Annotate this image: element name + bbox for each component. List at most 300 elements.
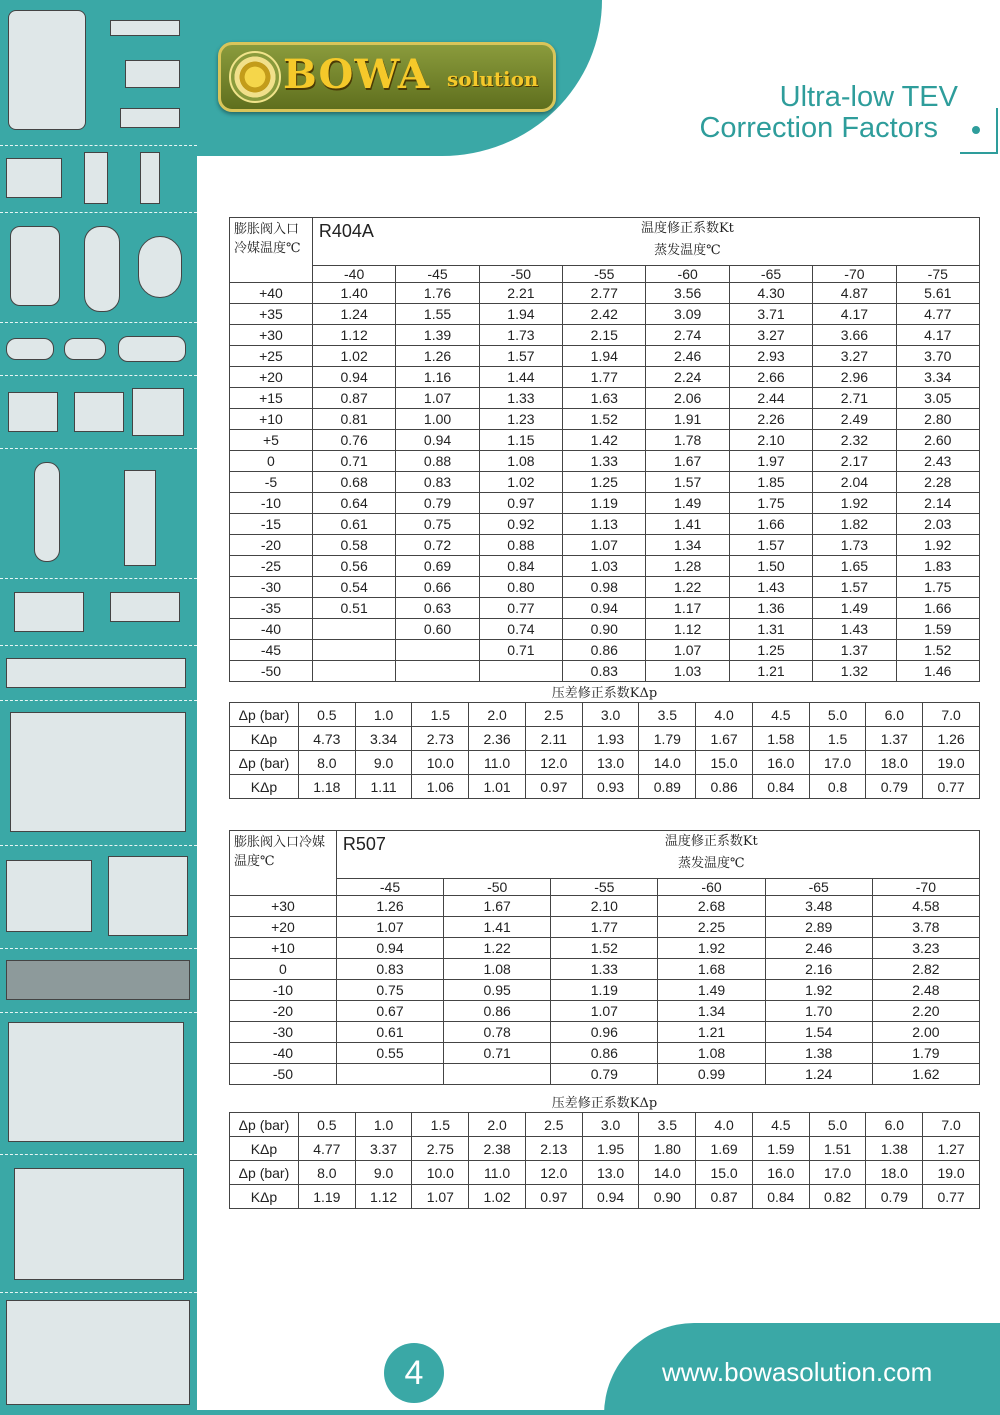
table-cell: 0.99 — [658, 1064, 765, 1085]
table-cell: 1.63 — [563, 388, 646, 409]
logo-emblem-icon — [229, 51, 281, 103]
table-cell: 1.34 — [658, 1001, 765, 1022]
check-valve-icon — [74, 392, 124, 432]
table-cell: 0.63 — [396, 598, 479, 619]
r404a-kt-label: 温度修正系数Kt — [640, 221, 734, 236]
table-cell — [396, 661, 479, 682]
kdp-cell: 0.5 — [298, 1113, 355, 1137]
table-cell: 1.41 — [646, 514, 729, 535]
table-cell: 1.49 — [658, 980, 765, 1001]
evaporator-unit-icon — [108, 856, 188, 936]
kdp-cell: 18.0 — [866, 1161, 923, 1185]
table-cell: 0.74 — [479, 619, 562, 640]
sight-glass-icon — [120, 108, 180, 128]
table-cell: 0.69 — [396, 556, 479, 577]
table-cell: 1.78 — [646, 430, 729, 451]
table-cell: 0.51 — [312, 598, 395, 619]
kdp-cell: 9.0 — [355, 751, 412, 775]
table-cell: 1.75 — [896, 577, 979, 598]
table-cell: 0.61 — [312, 514, 395, 535]
kdp-cell: 5.0 — [809, 1113, 866, 1137]
table-cell: 3.23 — [872, 938, 979, 959]
kdp-cell: 1.06 — [412, 775, 469, 799]
table-cell: 3.56 — [646, 283, 729, 304]
r507-kt-title — [444, 831, 980, 879]
kdp-cell: 15.0 — [696, 751, 753, 775]
table-cell: 1.92 — [813, 493, 896, 514]
table-cell: 2.46 — [646, 346, 729, 367]
table-cell: 0.71 — [479, 640, 562, 661]
kdp-cell: 5.0 — [809, 703, 866, 727]
table-cell: 1.67 — [444, 896, 551, 917]
table-cell: 2.21 — [479, 283, 562, 304]
r507-evap-label: 蒸发温度℃ — [678, 856, 745, 871]
table-row — [230, 619, 980, 640]
table-cell: 1.31 — [729, 619, 812, 640]
table-cell: 1.17 — [646, 598, 729, 619]
table-cell: 0.68 — [312, 472, 395, 493]
table-cell: 1.38 — [765, 1043, 872, 1064]
kdp-row — [230, 1161, 980, 1185]
kdp-cell: 2.0 — [469, 703, 526, 727]
kdp-cell: 0.87 — [696, 1185, 753, 1209]
table-cell: 0.83 — [563, 661, 646, 682]
table-cell: 0.72 — [396, 535, 479, 556]
column-header: -55 — [551, 879, 658, 896]
table-cell: 4.30 — [729, 283, 812, 304]
kdp-cell: 2.75 — [412, 1137, 469, 1161]
table-cell: 1.07 — [646, 640, 729, 661]
table-cell: 0.83 — [396, 472, 479, 493]
flange-valve-icon — [132, 388, 184, 436]
column-header: -60 — [658, 879, 765, 896]
table-cell: 2.28 — [896, 472, 979, 493]
table-row — [230, 1001, 980, 1022]
kdp-cell: 1.67 — [696, 727, 753, 751]
coil-drawing-icon — [6, 658, 186, 688]
table-cell: 2.15 — [563, 325, 646, 346]
table-cell: 0.86 — [444, 1001, 551, 1022]
table-cell: 3.70 — [896, 346, 979, 367]
column-header: -45 — [336, 879, 443, 896]
kdp-cell: 4.0 — [696, 703, 753, 727]
table-cell: 0.94 — [396, 430, 479, 451]
table-cell — [312, 661, 395, 682]
table-cell: 0.97 — [479, 493, 562, 514]
table-cell: 1.43 — [813, 619, 896, 640]
kdp-cell: 6.0 — [866, 1113, 923, 1137]
kdp-row — [230, 1185, 980, 1209]
r404a-kdp-table — [229, 702, 980, 799]
table-cell: 1.49 — [646, 493, 729, 514]
kdp-cell: 8.0 — [298, 1161, 355, 1185]
row-header: 0 — [230, 451, 313, 472]
table-cell: 1.07 — [551, 1001, 658, 1022]
kdp-cell: 1.01 — [469, 775, 526, 799]
table-row — [230, 556, 980, 577]
table-cell: 1.00 — [396, 409, 479, 430]
kdp-cell: 3.0 — [582, 703, 639, 727]
table-cell: 1.57 — [729, 535, 812, 556]
actuator-icon — [110, 592, 180, 622]
r507-kt-table — [229, 830, 980, 1085]
table-cell: 2.43 — [896, 451, 979, 472]
kdp-cell: 2.36 — [469, 727, 526, 751]
row-header: +10 — [230, 409, 313, 430]
kdp-row-header: KΔp — [230, 1137, 299, 1161]
solenoid-valve-icon — [84, 152, 108, 204]
kdp-cell: 12.0 — [525, 1161, 582, 1185]
table-row — [230, 514, 980, 535]
table-cell: 1.26 — [336, 896, 443, 917]
table-cell: 1.76 — [396, 283, 479, 304]
table-cell: 1.68 — [658, 959, 765, 980]
kdp-cell: 0.5 — [298, 703, 355, 727]
title-line-1: Ultra-low TEV — [779, 81, 958, 113]
kdp-cell: 2.13 — [525, 1137, 582, 1161]
kdp-cell: 3.5 — [639, 703, 696, 727]
table-cell: 0.71 — [312, 451, 395, 472]
column-header: -65 — [765, 879, 872, 896]
kdp-cell: 13.0 — [582, 1161, 639, 1185]
table-cell: 3.27 — [813, 346, 896, 367]
kdp-cell: 1.37 — [866, 727, 923, 751]
table-cell: 1.33 — [479, 388, 562, 409]
table-row — [230, 661, 980, 682]
kdp-cell: 11.0 — [469, 751, 526, 775]
rack-unit-icon — [14, 1168, 184, 1280]
table-cell: 1.08 — [658, 1043, 765, 1064]
table-cell: 1.23 — [479, 409, 562, 430]
table-cell: 1.91 — [646, 409, 729, 430]
table-cell: 1.49 — [813, 598, 896, 619]
kdp-cell: 0.93 — [582, 775, 639, 799]
row-header: -40 — [230, 1043, 337, 1064]
filter-drier-icon — [6, 338, 54, 360]
table-cell: 0.64 — [312, 493, 395, 514]
assembly-drawing-icon — [10, 712, 186, 832]
table-cell: 1.16 — [396, 367, 479, 388]
row-header: -5 — [230, 472, 313, 493]
table-cell: 2.89 — [765, 917, 872, 938]
row-header: +25 — [230, 346, 313, 367]
table-cell: 2.77 — [563, 283, 646, 304]
kdp-cell: 1.5 — [412, 703, 469, 727]
motor-valve-icon — [14, 592, 84, 632]
table-cell: 1.39 — [396, 325, 479, 346]
table-cell: 0.86 — [563, 640, 646, 661]
r404a-evap-label: 蒸发温度℃ — [654, 243, 721, 258]
table-cell: 2.10 — [551, 896, 658, 917]
row-header: +10 — [230, 938, 337, 959]
kdp-cell: 1.5 — [809, 727, 866, 751]
plate-heat-exchanger-icon — [8, 10, 86, 130]
table-row — [230, 388, 980, 409]
row-header: +20 — [230, 917, 337, 938]
table-cell: 1.50 — [729, 556, 812, 577]
column-header: -75 — [896, 266, 979, 283]
table-cell: 1.54 — [765, 1022, 872, 1043]
table-cell: 2.48 — [872, 980, 979, 1001]
table-cell — [336, 1064, 443, 1085]
table-cell: 0.71 — [444, 1043, 551, 1064]
table-row — [230, 1022, 980, 1043]
table-cell: 1.25 — [729, 640, 812, 661]
ball-valve-icon — [8, 392, 58, 432]
column-header: -65 — [729, 266, 812, 283]
table-cell: 4.58 — [872, 896, 979, 917]
table-row — [230, 980, 980, 1001]
table-cell — [479, 661, 562, 682]
table-cell: 2.49 — [813, 409, 896, 430]
table-row — [230, 367, 980, 388]
table-cell: 2.10 — [729, 430, 812, 451]
table-cell — [444, 1064, 551, 1085]
column-header: -50 — [444, 879, 551, 896]
r404a-row-label: 膨胀阀入口冷媒温度℃ — [230, 218, 313, 283]
kdp-cell: 1.12 — [355, 1185, 412, 1209]
table-cell: 3.48 — [765, 896, 872, 917]
kdp-cell: 14.0 — [639, 751, 696, 775]
table-cell: 1.25 — [563, 472, 646, 493]
table-cell: 1.22 — [646, 577, 729, 598]
r507-kt-label: 温度修正系数Kt — [664, 834, 758, 849]
table-row — [230, 535, 980, 556]
table-cell: 2.68 — [658, 896, 765, 917]
kdp-cell: 1.0 — [355, 1113, 412, 1137]
table-cell: 2.74 — [646, 325, 729, 346]
kdp-cell: 10.0 — [412, 1161, 469, 1185]
table-cell: 0.92 — [479, 514, 562, 535]
table-row — [230, 346, 980, 367]
table-cell: 1.07 — [563, 535, 646, 556]
table-cell: 1.97 — [729, 451, 812, 472]
table-cell: 1.44 — [479, 367, 562, 388]
table-cell: 2.93 — [729, 346, 812, 367]
table-cell: 0.88 — [396, 451, 479, 472]
table-cell: 1.40 — [312, 283, 395, 304]
table-cell: 1.03 — [646, 661, 729, 682]
table-cell: 1.26 — [396, 346, 479, 367]
table-cell: 1.07 — [336, 917, 443, 938]
table-cell: 1.07 — [396, 388, 479, 409]
kdp-cell: 3.37 — [355, 1137, 412, 1161]
row-header: -50 — [230, 1064, 337, 1085]
column-header: -55 — [563, 266, 646, 283]
kdp-cell: 1.02 — [469, 1185, 526, 1209]
table-cell: 0.81 — [312, 409, 395, 430]
table-cell: 1.42 — [563, 430, 646, 451]
kdp-cell: 6.0 — [866, 703, 923, 727]
kdp-cell: 0.82 — [809, 1185, 866, 1209]
row-header: -20 — [230, 1001, 337, 1022]
table-cell: 2.44 — [729, 388, 812, 409]
table-cell: 3.66 — [813, 325, 896, 346]
table-cell: 2.80 — [896, 409, 979, 430]
table-cell: 2.06 — [646, 388, 729, 409]
table-cell: 1.82 — [813, 514, 896, 535]
kdp-cell: 9.0 — [355, 1161, 412, 1185]
vertical-receiver-icon — [34, 462, 60, 562]
table-cell: 1.21 — [729, 661, 812, 682]
table-cell: 1.65 — [813, 556, 896, 577]
kdp-cell: 3.5 — [639, 1113, 696, 1137]
filter-drier-icon — [64, 338, 106, 360]
kdp-row — [230, 727, 980, 751]
table-cell: 1.67 — [646, 451, 729, 472]
kdp-cell: 1.38 — [866, 1137, 923, 1161]
column-header: -60 — [646, 266, 729, 283]
table-row — [230, 493, 980, 514]
r404a-kt-table — [229, 217, 980, 682]
table-cell: 0.58 — [312, 535, 395, 556]
kdp-cell: 4.5 — [752, 1113, 809, 1137]
kdp-cell: 0.84 — [752, 775, 809, 799]
table-cell: 3.71 — [729, 304, 812, 325]
table-cell: 1.92 — [658, 938, 765, 959]
table-cell: 3.09 — [646, 304, 729, 325]
column-header: -70 — [813, 266, 896, 283]
table-cell: 1.59 — [896, 619, 979, 640]
compressor-unit-icon — [8, 1022, 184, 1142]
kdp-cell: 0.77 — [923, 1185, 980, 1209]
table-cell: 4.17 — [896, 325, 979, 346]
table-row — [230, 598, 980, 619]
table-cell: 2.04 — [813, 472, 896, 493]
kdp-row — [230, 775, 980, 799]
brand-name: BOWA — [283, 51, 430, 98]
table-cell: 0.88 — [479, 535, 562, 556]
table-row — [230, 430, 980, 451]
table-row — [230, 938, 980, 959]
row-header: -45 — [230, 640, 313, 661]
expansion-valve-icon — [6, 158, 62, 198]
kdp-cell: 7.0 — [923, 703, 980, 727]
row-header: -25 — [230, 556, 313, 577]
table-cell: 1.52 — [563, 409, 646, 430]
table-cell: 5.61 — [896, 283, 979, 304]
r507-kdp-table — [229, 1112, 980, 1209]
table-cell: 3.27 — [729, 325, 812, 346]
table-cell: 0.61 — [336, 1022, 443, 1043]
kdp-cell: 11.0 — [469, 1161, 526, 1185]
kdp-cell: 1.59 — [752, 1137, 809, 1161]
table-cell: 0.75 — [396, 514, 479, 535]
kdp-cell: 10.0 — [412, 751, 469, 775]
table-cell: 4.87 — [813, 283, 896, 304]
kdp-cell: 0.79 — [866, 1185, 923, 1209]
table-cell: 2.00 — [872, 1022, 979, 1043]
table-row — [230, 472, 980, 493]
table-row — [230, 409, 980, 430]
kdp-cell: 0.79 — [866, 775, 923, 799]
kdp-row-header: Δp (bar) — [230, 703, 299, 727]
kdp-cell: 17.0 — [809, 751, 866, 775]
kdp-cell: 13.0 — [582, 751, 639, 775]
row-header: +30 — [230, 325, 313, 346]
table-cell: 1.34 — [646, 535, 729, 556]
table-cell: 2.60 — [896, 430, 979, 451]
table-cell: 0.83 — [336, 959, 443, 980]
kdp-cell: 17.0 — [809, 1161, 866, 1185]
table-cell: 2.66 — [729, 367, 812, 388]
table-cell: 0.94 — [336, 938, 443, 959]
table-cell: 1.41 — [444, 917, 551, 938]
table-cell: 1.03 — [563, 556, 646, 577]
r404a-column-headers — [230, 266, 980, 283]
kdp-cell: 12.0 — [525, 751, 582, 775]
table-cell — [312, 640, 395, 661]
filter-icon — [125, 60, 180, 88]
table-row — [230, 577, 980, 598]
kdp-cell: 15.0 — [696, 1161, 753, 1185]
table-cell: 2.71 — [813, 388, 896, 409]
kdp-cell: 18.0 — [866, 751, 923, 775]
column-header: -45 — [396, 266, 479, 283]
row-header: -35 — [230, 598, 313, 619]
table-cell: 2.16 — [765, 959, 872, 980]
condenser-unit-icon — [6, 860, 92, 932]
table-cell: 1.46 — [896, 661, 979, 682]
kdp-cell: 2.73 — [412, 727, 469, 751]
table-cell: 2.25 — [658, 917, 765, 938]
table-cell: 0.54 — [312, 577, 395, 598]
table-cell: 0.80 — [479, 577, 562, 598]
website-link[interactable]: www.bowasolution.com — [662, 1357, 933, 1387]
table-cell: 1.94 — [479, 304, 562, 325]
table-cell: 2.24 — [646, 367, 729, 388]
table-cell: 1.24 — [312, 304, 395, 325]
r507-column-headers — [230, 879, 980, 896]
row-header: -20 — [230, 535, 313, 556]
row-header: -50 — [230, 661, 313, 682]
oil-separator-icon — [138, 236, 182, 298]
filter-drier-icon — [118, 336, 186, 362]
page-number: 4 — [384, 1343, 444, 1403]
kdp-cell: 1.26 — [923, 727, 980, 751]
table-cell: 1.57 — [813, 577, 896, 598]
column-header: -70 — [872, 879, 979, 896]
r404a-refrigerant: R404A — [312, 218, 395, 266]
kdp-cell: 0.97 — [525, 1185, 582, 1209]
kdp-row-header: KΔp — [230, 1185, 299, 1209]
valve-icon — [110, 20, 180, 36]
table-cell: 0.79 — [396, 493, 479, 514]
kdp-cell: 8.0 — [298, 751, 355, 775]
table-cell: 0.79 — [551, 1064, 658, 1085]
table-cell: 2.20 — [872, 1001, 979, 1022]
accumulator-icon — [84, 226, 120, 312]
table-cell: 1.92 — [765, 980, 872, 1001]
kdp-row-header: KΔp — [230, 775, 299, 799]
table-cell: 0.86 — [551, 1043, 658, 1064]
table-cell: 4.17 — [813, 304, 896, 325]
table-cell: 1.92 — [896, 535, 979, 556]
kdp-cell: 0.94 — [582, 1185, 639, 1209]
kdp-cell: 14.0 — [639, 1161, 696, 1185]
r507-row-label: 膨胀阀入口冷媒温度℃ — [230, 831, 337, 896]
row-header: +35 — [230, 304, 313, 325]
kdp-cell: 1.27 — [923, 1137, 980, 1161]
table-cell: 1.75 — [729, 493, 812, 514]
kdp-cell: 1.79 — [639, 727, 696, 751]
row-header: -40 — [230, 619, 313, 640]
table-cell: 1.43 — [729, 577, 812, 598]
table-row — [230, 917, 980, 938]
receiver-icon — [10, 226, 60, 306]
table-cell: 0.98 — [563, 577, 646, 598]
table-cell: 4.77 — [896, 304, 979, 325]
